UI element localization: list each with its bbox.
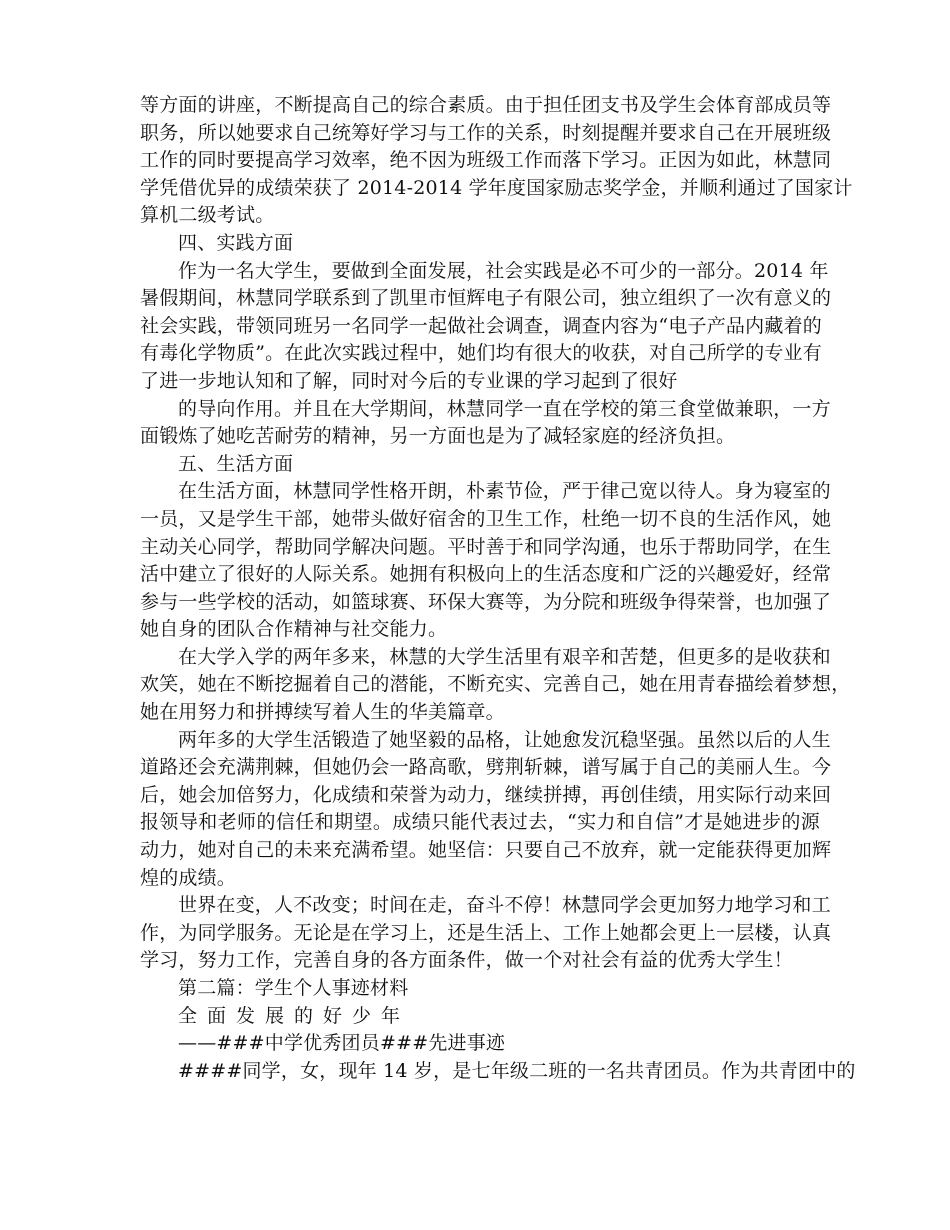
text-line: 作，为同学服务。无论是在学习上，还是生活上、工作上她都会更上一层楼，认真 — [140, 921, 832, 944]
text-line: 学凭借优异的成绩荣获了 2014-2014 学年度国家励志奖学金，并顺利通过了国家计 — [140, 176, 853, 199]
text-line: 世界在变，人不改变；时间在走，奋斗不停！林慧同学会更加努力地学习和工 — [178, 894, 831, 917]
text-line: 煌的成绩。 — [140, 866, 237, 889]
text-line: 动力，她对自己的未来充满希望。她坚信：只要自己不放弃，就一定能获得更加辉 — [140, 839, 832, 862]
text-line: 暑假期间，林慧同学联系到了凯里市恒辉电子有限公司，独立组织了一次有意义的 — [140, 287, 832, 310]
text-line: 后，她会加倍努力，化成绩和荣誉为动力，继续拼搏，再创佳绩，用实际行动来回 — [140, 783, 832, 806]
section-heading: 五、生活方面 — [178, 452, 294, 475]
text-line: 两年多的大学生活锻造了她坚毅的品格，让她愈发沉稳坚强。虽然以后的人生 — [178, 728, 831, 751]
text-line: 她在用努力和拼搏续写着人生的华美篇章。 — [140, 701, 505, 724]
text-line: 参与一些学校的活动，如篮球赛、环保大赛等，为分院和班级争得荣誉，也加强了 — [140, 590, 832, 613]
text-line: 她自身的团队合作精神与社交能力。 — [140, 618, 448, 641]
text-line: 有毒化学物质”。在此次实践过程中，她们均有很大的收获，对自己所学的专业有 — [140, 342, 822, 365]
text-line: 算机二级考试。 — [140, 204, 275, 227]
document-body — [140, 92, 856, 1085]
text-line: 主动关心同学，帮助同学解决问题。平时善于和同学沟通，也乐于帮助同学，在生 — [140, 535, 832, 558]
text-line: 在大学入学的两年多来，林慧的大学生活里有艰辛和苦楚，但更多的是收获和 — [178, 645, 831, 668]
text-line: 活中建立了很好的人际关系。她拥有积极向上的生活态度和广泛的兴趣爱好，经常 — [140, 563, 832, 586]
text-line: 作为一名大学生，要做到全面发展，社会实践是必不可少的一部分。2014 年 — [178, 259, 829, 282]
text-line: 了进一步地认知和了解，同时对今后的专业课的学习起到了很好 — [140, 369, 678, 392]
text-line: 一员，又是学生干部，她带头做好宿舍的卫生工作，杜绝一切不良的生活作风，她 — [140, 507, 832, 530]
section-heading: ——###中学优秀团员###先进事迹 — [178, 1032, 506, 1055]
text-line: 面锻炼了她吃苦耐劳的精神，另一方面也是为了减轻家庭的经济负担。 — [140, 425, 736, 448]
text-line: 道路还会充满荆棘，但她仍会一路高歌，劈荆斩棘，谱写属于自己的美丽人生。今 — [140, 756, 832, 779]
text-line: 学习，努力工作，完善自身的各方面条件，做一个对社会有益的优秀大学生！ — [140, 949, 793, 972]
text-line: 工作的同时要提高学习效率，绝不因为班级工作而落下学习。正因为如此，林慧同 — [140, 149, 832, 172]
section-heading: 第二篇：学生个人事迹材料 — [178, 977, 409, 999]
section-heading: 四、实践方面 — [178, 231, 294, 254]
text-line: 在生活方面，林慧同学性格开朗，朴素节俭，严于律己宽以待人。身为寝室的 — [178, 480, 831, 503]
text-line: ####同学，女，现年 14 岁，是七年级二班的一名共青团员。作为共青团中的 — [178, 1059, 856, 1082]
text-line: 报领导和老师的信任和期望。成绩只能代表过去，“实力和自信”才是她进步的源 — [140, 811, 820, 834]
text-line: 等方面的讲座，不断提高自己的综合素质。由于担任团支书及学生会体育部成员等 — [140, 94, 832, 116]
text-line: 职务，所以她要求自己统筹好学习与工作的关系，时刻提醒并要求自己在开展班级 — [140, 121, 832, 144]
text-line: 的导向作用。并且在大学期间，林慧同学一直在学校的第三食堂做兼职，一方 — [178, 397, 831, 420]
text-line: 社会实践，带领同班另一名同学一起做社会调查，调查内容为“电子产品内藏着的 — [140, 314, 822, 337]
section-heading: 全面发展的好少年 — [178, 1004, 411, 1027]
text-line: 欢笑，她在不断挖掘着自己的潜能，不断充实、完善自己，她在用青春描绘着梦想， — [140, 673, 851, 696]
